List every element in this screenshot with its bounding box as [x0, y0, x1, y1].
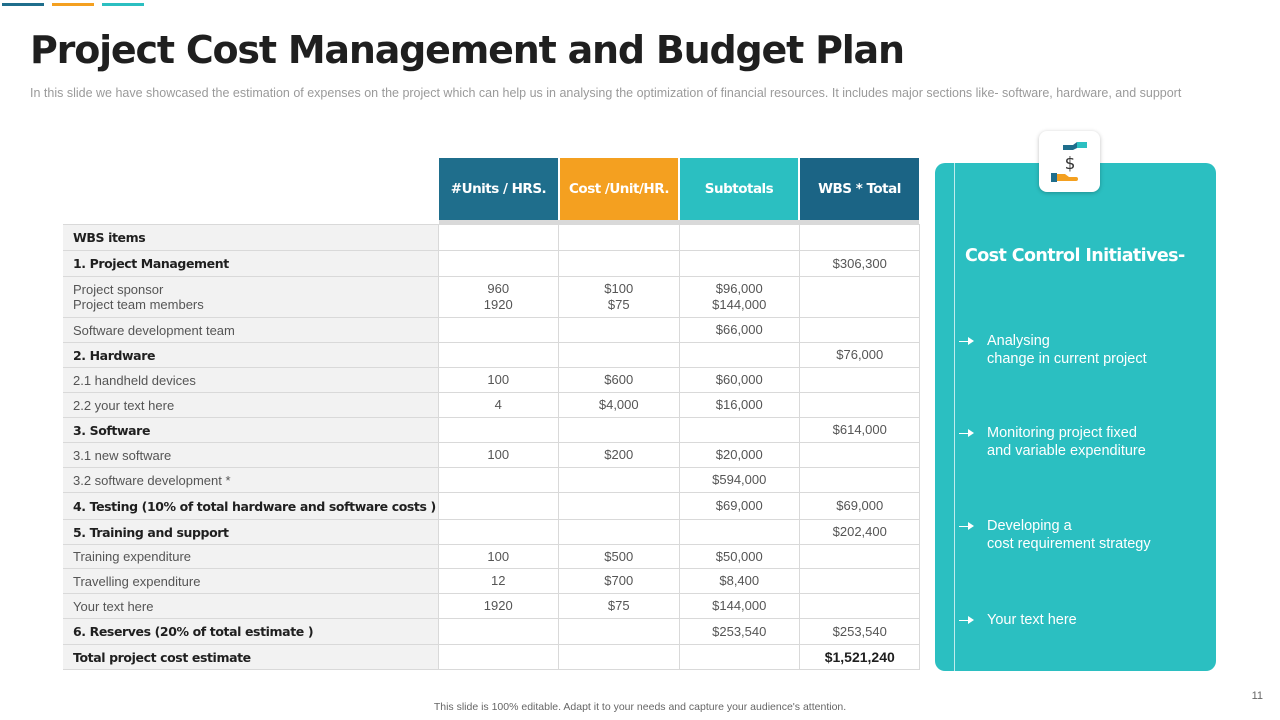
accent-bar-dark: [2, 3, 44, 6]
table-row: [63, 276, 920, 317]
row-label-text: Training expenditure: [73, 549, 192, 564]
cell-value: $69,000: [715, 498, 763, 513]
cell-cost: [559, 645, 680, 669]
row-label-text: 1. Project Management: [73, 256, 229, 271]
row-label: [63, 318, 438, 342]
cell-value: 100: [487, 548, 510, 564]
cell-value: $96,000: [715, 281, 763, 296]
cell-value: $75: [607, 297, 630, 312]
cell-value: $16,000: [715, 397, 763, 412]
cell-value: $20,000: [715, 447, 763, 462]
table-row: [63, 467, 920, 492]
row-label: [63, 251, 438, 276]
cell-cost: [559, 520, 680, 544]
cell-cost: [559, 493, 680, 519]
cell-value: $100: [604, 281, 634, 296]
cell-total: [800, 545, 921, 568]
money-hand-icon: [1039, 131, 1100, 192]
accent-bar-teal: [102, 3, 144, 6]
row-label: [63, 368, 438, 392]
column-divider: [438, 224, 439, 670]
initiative-text: and variable expenditure: [987, 443, 1146, 459]
cell-value: $594,000: [712, 472, 767, 487]
row-label-text: 2.1 handheld devices: [73, 372, 196, 388]
page-number: 11: [1251, 690, 1263, 702]
cell-subtotal: [679, 645, 800, 669]
cell-value: $75: [607, 598, 630, 613]
initiative-text: change in current project: [987, 351, 1147, 367]
cell-value: $8,400: [719, 573, 760, 588]
cell-value: $200: [604, 447, 634, 462]
column-header-wbs-total: WBS * Total: [800, 158, 919, 220]
cell-cost: [559, 368, 680, 392]
cell-cost: [559, 619, 680, 644]
cell-value: $1,521,240: [824, 649, 895, 665]
cell-cost: [559, 468, 680, 492]
column-divider: [919, 224, 920, 670]
cell-total: [800, 569, 921, 593]
cell-cost: [559, 225, 680, 250]
row-label-text: WBS items: [73, 230, 146, 245]
row-label: [63, 443, 438, 467]
cell-total: [800, 318, 921, 342]
row-label: [63, 468, 438, 492]
table-row: [63, 250, 920, 276]
cell-value: $4,000: [598, 397, 639, 412]
table-row: [63, 317, 920, 342]
cell-total: [800, 343, 921, 367]
cell-subtotal: [679, 569, 800, 593]
cell-cost: [559, 251, 680, 276]
cell-units: [438, 225, 559, 250]
cell-value: $144,000: [712, 598, 767, 613]
cell-value: $614,000: [832, 422, 887, 437]
table-row: [63, 442, 920, 467]
cell-value: $500: [604, 548, 634, 564]
row-label: [63, 569, 438, 593]
table-row: [63, 392, 920, 417]
column-divider: [558, 224, 559, 670]
cell-subtotal: [679, 493, 800, 519]
initiative-item: [955, 611, 1077, 629]
cell-value: 1920: [483, 297, 513, 312]
column-header-cost: Cost /Unit/HR.: [560, 158, 678, 220]
cell-value: 100: [487, 447, 510, 462]
cell-value: 960: [487, 281, 510, 296]
cell-value: $66,000: [715, 322, 763, 337]
cell-subtotal: [679, 443, 800, 467]
footer-note: This slide is 100% editable. Adapt it to your needs and capture your audience's attention.: [433, 701, 847, 713]
initiative-text: cost requirement strategy: [987, 536, 1151, 552]
cell-total: [800, 443, 921, 467]
cell-subtotal: [679, 468, 800, 492]
row-label-text: 3.1 new software: [73, 447, 172, 463]
cell-value: $253,540: [832, 623, 887, 639]
column-header-units: #Units / HRS.: [439, 158, 558, 220]
column-divider: [799, 224, 800, 670]
cell-units: [438, 318, 559, 342]
row-label: [63, 619, 438, 644]
cell-units: [438, 343, 559, 367]
cell-cost: [559, 418, 680, 442]
cell-value: 100: [487, 372, 510, 387]
cell-value: $76,000: [836, 347, 884, 362]
row-label: [63, 545, 438, 568]
panel-timeline-line: [954, 163, 955, 671]
cell-subtotal: [679, 418, 800, 442]
cell-value: 1920: [483, 598, 513, 613]
cell-units: [438, 443, 559, 467]
row-label: [63, 520, 438, 544]
column-divider: [679, 224, 680, 670]
cell-subtotal: [679, 619, 800, 644]
table-row: [63, 544, 920, 568]
row-label-text: 2. Hardware: [73, 347, 156, 363]
table-row: [63, 568, 920, 593]
cell-cost: [559, 277, 680, 317]
row-label-text: 2.2 your text here: [73, 397, 175, 413]
cell-units: [438, 545, 559, 568]
cell-total: [800, 393, 921, 417]
cell-subtotal: [679, 277, 800, 317]
row-label: [63, 343, 438, 367]
cell-units: [438, 520, 559, 544]
initiative-item: [955, 332, 1147, 368]
row-label-text: Project sponsor: [73, 282, 164, 297]
cost-control-panel: [935, 163, 1216, 671]
cell-total: [800, 619, 921, 644]
cell-subtotal: [679, 251, 800, 276]
initiative-text: Your text here: [987, 612, 1077, 628]
table-row: [63, 417, 920, 442]
cell-total: [800, 368, 921, 392]
cell-total: [800, 251, 921, 276]
cell-units: [438, 594, 559, 618]
cell-value: $69,000: [836, 498, 884, 513]
cell-units: [438, 418, 559, 442]
cell-units: [438, 468, 559, 492]
row-label: [63, 277, 438, 317]
table-row: [63, 618, 920, 644]
cell-units: [438, 368, 559, 392]
row-label-text: 5. Training and support: [73, 524, 229, 540]
cell-units: [438, 251, 559, 276]
row-label: [63, 418, 438, 442]
table-row: [63, 593, 920, 618]
cell-cost: [559, 594, 680, 618]
cell-cost: [559, 569, 680, 593]
row-label-text: Project team members: [73, 297, 204, 312]
cell-subtotal: [679, 318, 800, 342]
row-label: [63, 393, 438, 417]
row-label-text: 3.2 software development *: [73, 472, 231, 488]
row-label-text: 3. Software: [73, 422, 151, 438]
column-header-subtotals: Subtotals: [680, 158, 798, 220]
cell-total: [800, 225, 921, 250]
row-label: [63, 645, 438, 669]
cell-units: [438, 645, 559, 669]
cell-total: [800, 277, 921, 317]
row-label-text: Your text here: [73, 598, 154, 614]
row-label-text: Software development team: [73, 322, 235, 338]
table-row: [63, 519, 920, 544]
cell-cost: [559, 318, 680, 342]
cell-value: $202,400: [832, 524, 887, 539]
cell-value: $700: [604, 573, 634, 588]
cell-subtotal: [679, 343, 800, 367]
row-label: [63, 493, 438, 519]
cell-value: $306,300: [832, 255, 887, 271]
cell-cost: [559, 343, 680, 367]
panel-title: Cost Control Initiatives-: [965, 246, 1185, 266]
arrow-right-icon: [955, 424, 987, 442]
cell-subtotal: [679, 393, 800, 417]
accent-bar-orange: [52, 3, 94, 6]
cell-units: [438, 277, 559, 317]
table-row: [63, 224, 920, 250]
row-label-text: 4. Testing (10% of total hardware and software costs ): [73, 498, 436, 514]
cell-subtotal: [679, 545, 800, 568]
cell-total: [800, 645, 921, 669]
cell-total: [800, 418, 921, 442]
cell-value: $144,000: [712, 297, 767, 312]
cell-subtotal: [679, 225, 800, 250]
cell-total: [800, 493, 921, 519]
cell-cost: [559, 545, 680, 568]
cell-value: $60,000: [715, 372, 763, 387]
arrow-right-icon: [955, 517, 987, 535]
cell-subtotal: [679, 368, 800, 392]
cell-total: [800, 594, 921, 618]
cell-cost: [559, 443, 680, 467]
row-label-text: 6. Reserves (20% of total estimate ): [73, 624, 314, 639]
cell-value: 12: [491, 573, 506, 588]
svg-text:$: $: [1064, 154, 1076, 174]
cell-value: $50,000: [715, 548, 763, 564]
arrow-right-icon: [955, 611, 987, 629]
cell-subtotal: [679, 520, 800, 544]
cell-total: [800, 520, 921, 544]
cell-total: [800, 468, 921, 492]
cell-units: [438, 569, 559, 593]
cell-value: $253,540: [712, 623, 767, 639]
cell-subtotal: [679, 594, 800, 618]
page-title: Project Cost Management and Budget Plan: [30, 28, 904, 72]
row-label: [63, 225, 438, 250]
initiative-text: Developing a: [987, 518, 1072, 534]
row-label-text: Travelling expenditure: [73, 573, 201, 589]
table-row: [63, 367, 920, 392]
table-row: [63, 342, 920, 367]
cell-value: 4: [494, 397, 502, 412]
arrow-right-icon: [955, 332, 987, 350]
row-label-text: Total project cost estimate: [73, 649, 251, 665]
cell-units: [438, 393, 559, 417]
initiative-item: [955, 424, 1146, 460]
table-row: [63, 644, 920, 670]
row-label: [63, 594, 438, 618]
initiative-text: Monitoring project fixed: [987, 425, 1137, 441]
page-subtitle: In this slide we have showcased the estimation of expenses on the project which can help us in analysing the optimization of financial resources. It includes major sections like- software, hardware, and support: [30, 86, 1182, 100]
initiative-text: Analysing: [987, 333, 1050, 349]
cell-units: [438, 493, 559, 519]
cell-value: $600: [604, 372, 634, 387]
initiative-item: [955, 517, 1151, 553]
table-row: [63, 492, 920, 519]
cell-units: [438, 619, 559, 644]
cell-cost: [559, 393, 680, 417]
